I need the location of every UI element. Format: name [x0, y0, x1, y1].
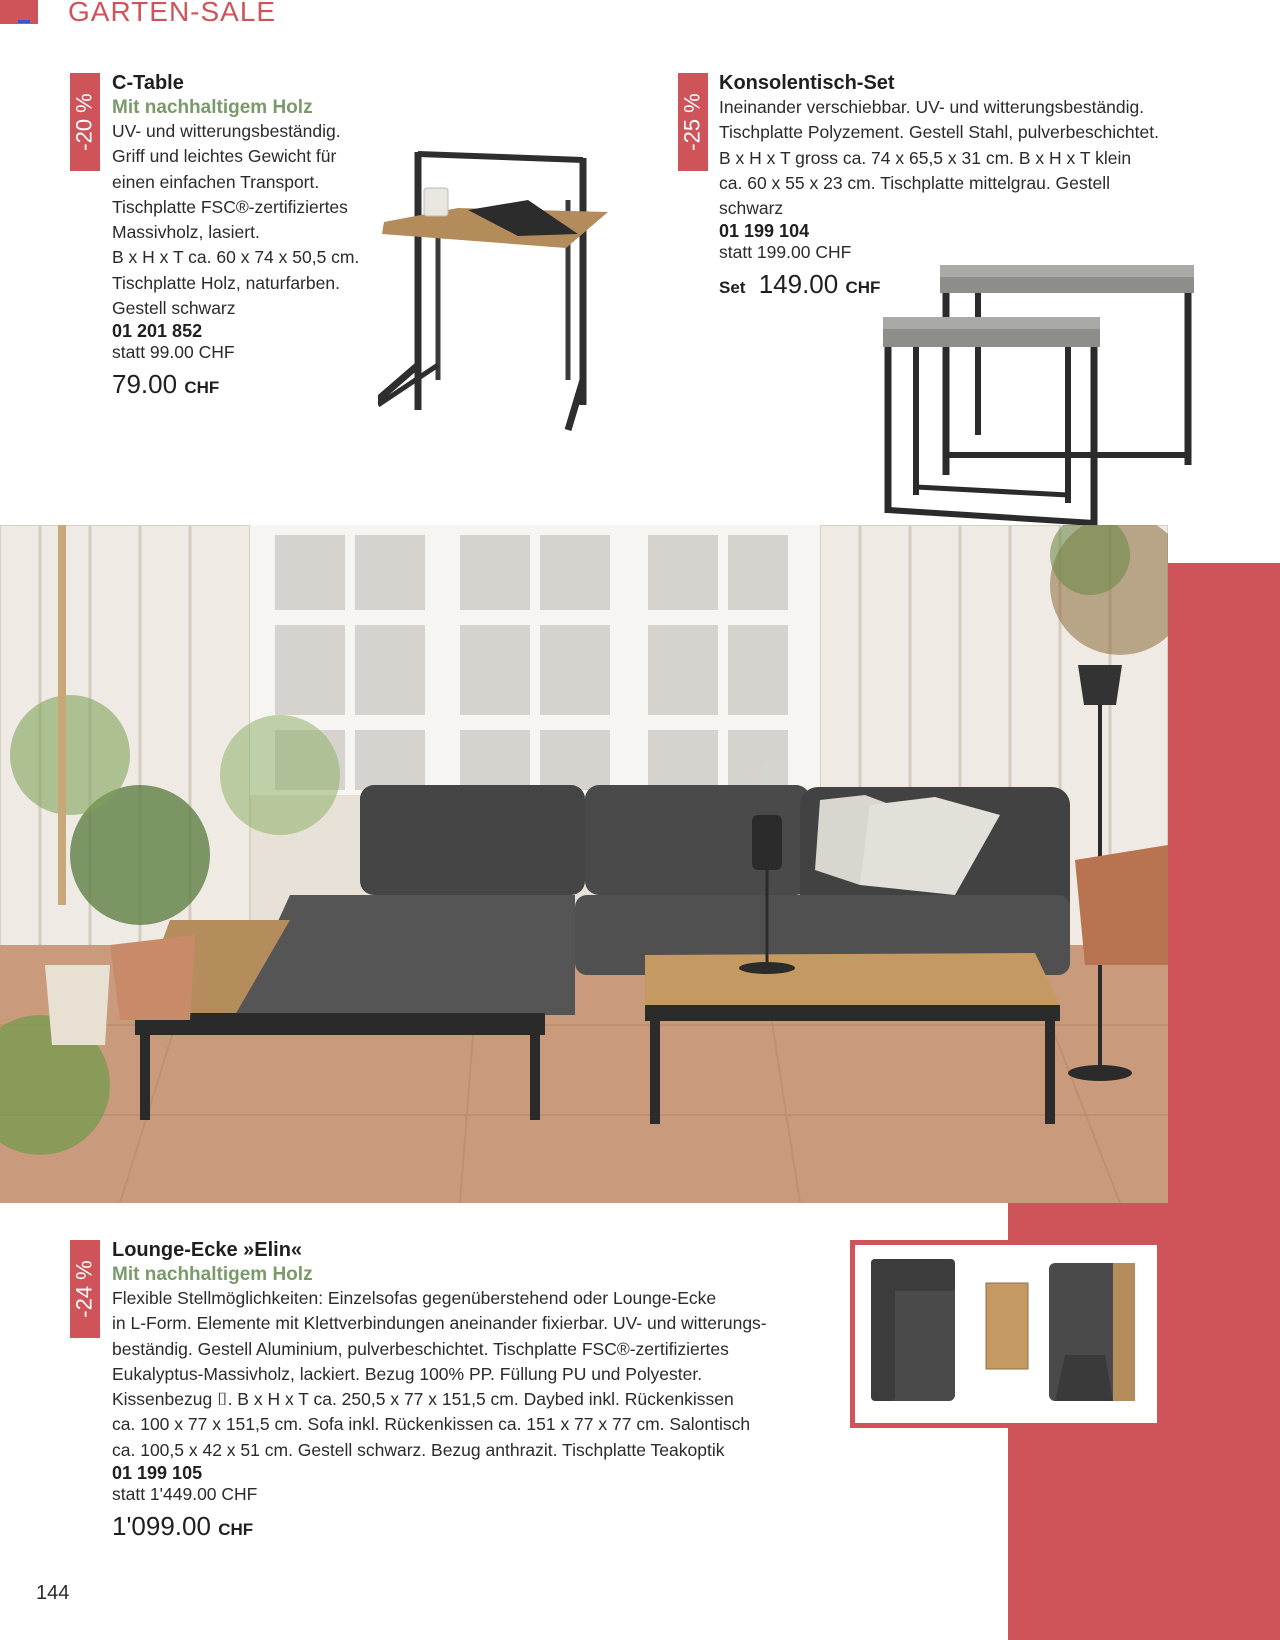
price-currency: CHF	[218, 1520, 254, 1540]
description-line: UV- und witterungsbeständig.	[112, 121, 341, 141]
lounge-topview-image	[850, 1240, 1162, 1428]
konsolentisch-image	[878, 255, 1198, 545]
description-line: Tischplatte Holz, naturfarben.	[112, 272, 340, 293]
c-table-image	[378, 140, 638, 445]
section-title: GARTEN-SALE	[68, 0, 277, 27]
old-price: statt 99.00 CHF	[112, 342, 235, 363]
product-subtitle: Mit nachhaltigem Holz	[112, 97, 313, 118]
discount-label: -25 %	[680, 93, 706, 151]
lounge-photo	[0, 525, 1168, 1203]
article-number: 01 199 105	[112, 1463, 203, 1484]
product-title: Lounge-Ecke »Elin«	[112, 1239, 303, 1261]
description-line: ca. 100 x 77 x 151,5 cm. Sofa inkl. Rückenkissen ca. 151 x 77 x 77 cm. Salontisch	[112, 1414, 751, 1435]
product-title: C-Table	[112, 72, 184, 94]
description-line: einen einfachen Transport.	[112, 171, 320, 192]
discount-label: -20 %	[72, 93, 98, 151]
red-accent-block	[1168, 563, 1280, 1203]
description-line: Flexible Stellmöglichkeiten: Einzelsofas gegenüberstehend oder Lounge-Ecke	[112, 1288, 717, 1308]
description-line: Massivholz, lasiert.	[112, 222, 260, 243]
product-lounge-ecke	[112, 1239, 832, 1542]
page-number: 144	[36, 1582, 70, 1604]
product-description	[112, 1286, 832, 1463]
product-title: Konsolentisch-Set	[719, 72, 895, 94]
lounge-topview-graphic	[855, 1245, 1157, 1423]
old-price: statt 1'449.00 CHF	[112, 1484, 258, 1505]
product-subtitle: Mit nachhaltigem Holz	[112, 1264, 313, 1285]
discount-badge	[70, 1240, 100, 1338]
price	[112, 1511, 832, 1542]
description-line: B x H x T gross ca. 74 x 65,5 x 31 cm. B x H x T klein	[719, 147, 1132, 168]
price	[112, 369, 392, 400]
description-line: Griff und leichtes Gewicht für	[112, 146, 337, 167]
price-prefix: Set	[719, 278, 746, 298]
discount-label: -24 %	[72, 1260, 98, 1318]
description-line: ca. 60 x 55 x 23 cm. Tischplatte mittelgrau. Gestell	[719, 172, 1111, 193]
description-line: Ineinander verschiebbar. UV- und witterungsbeständig.	[719, 97, 1145, 117]
article-number: 01 199 104	[719, 221, 810, 242]
description-line: ca. 100,5 x 42 x 51 cm. Gestell schwarz. Bezug anthrazit. Tischplatte Teakoptik	[112, 1439, 725, 1460]
discount-badge	[678, 73, 708, 171]
description-line: Gestell schwarz	[112, 298, 236, 319]
price-value: 1'099.00	[112, 1511, 211, 1542]
section-marker	[0, 0, 38, 24]
product-c-table	[112, 72, 392, 400]
description-line: schwarz	[719, 198, 784, 219]
description-line: Eukalyptus-Massivholz, lackiert. Bezug 100% PP. Füllung PU und Polyester.	[112, 1363, 703, 1384]
description-line: in L-Form. Elemente mit Klettverbindungen aneinander fixierbar. UV- und witterungs-	[112, 1313, 767, 1334]
description-line: Kissenbezug ⌷. B x H x T ca. 250,5 x 77 x 151,5 cm. Daybed inkl. Rückenkissen	[112, 1389, 734, 1410]
old-price: statt 199.00 CHF	[719, 242, 852, 263]
discount-badge	[70, 73, 100, 171]
article-number: 01 201 852	[112, 321, 203, 342]
price-value: 79.00	[112, 369, 178, 400]
description-line: beständig. Gestell Aluminium, pulverbeschichtet. Tischplatte FSC®-zertifiziertes	[112, 1338, 729, 1359]
price-currency: CHF	[184, 378, 220, 398]
description-line: B x H x T ca. 60 x 74 x 50,5 cm.	[112, 247, 360, 268]
price-value: 149.00	[758, 269, 839, 300]
description-line: Tischplatte Polyzement. Gestell Stahl, pulverbeschichtet.	[719, 122, 1159, 143]
product-description	[719, 95, 1199, 221]
description-line: Tischplatte FSC®-zertifiziertes	[112, 196, 348, 217]
product-description	[112, 119, 392, 321]
price-currency: CHF	[845, 278, 881, 298]
